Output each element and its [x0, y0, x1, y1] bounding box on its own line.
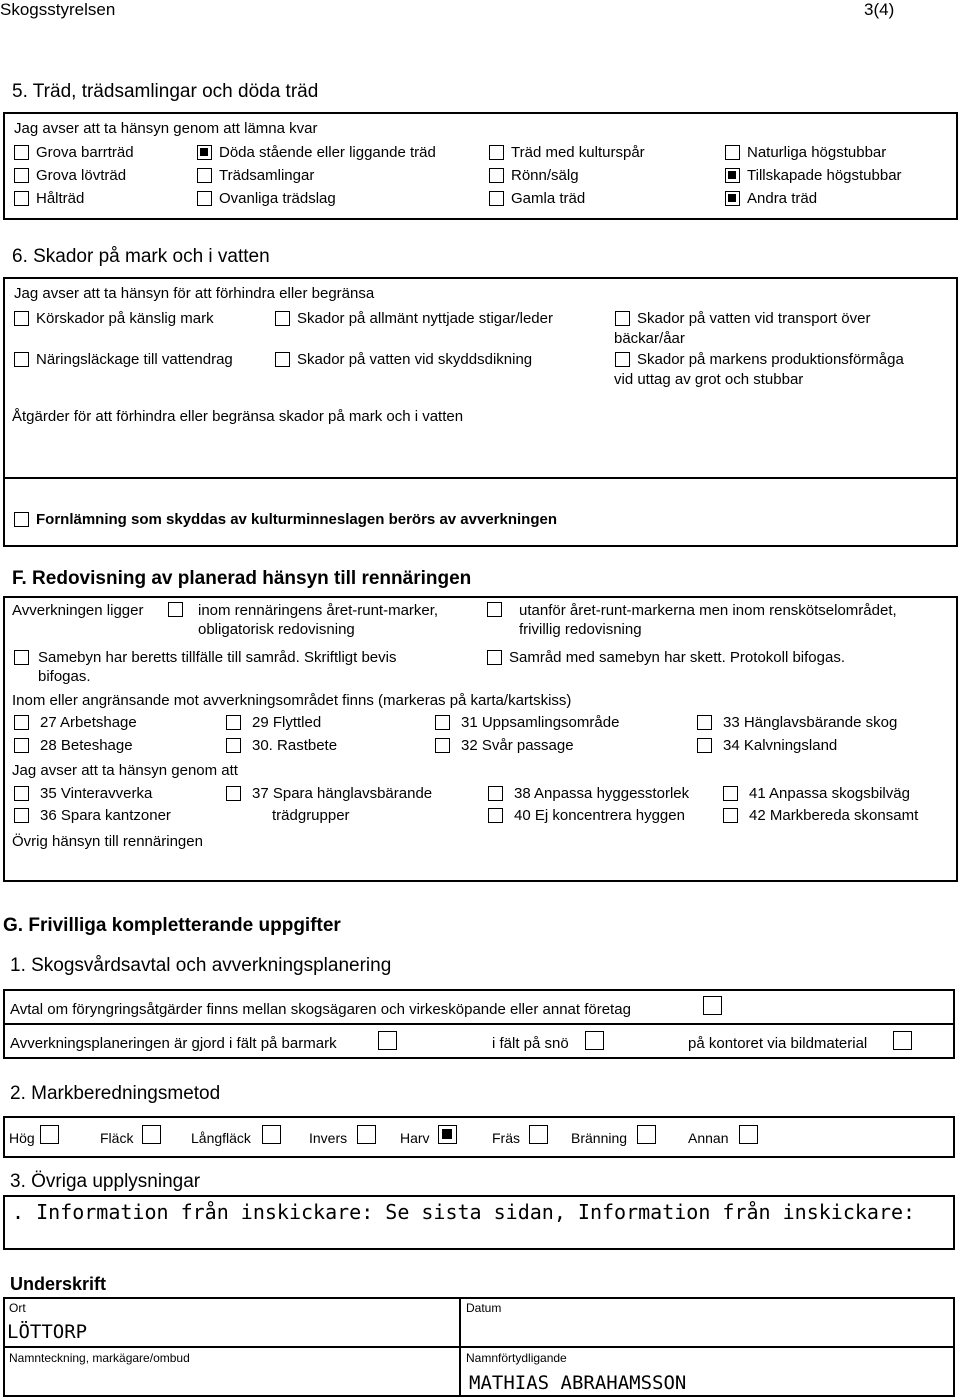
checkbox-action-35[interactable] — [14, 786, 29, 801]
namnteckning-label: Namnteckning, markägare/ombud — [9, 1351, 190, 1365]
method-annan-label: Annan — [688, 1130, 729, 1146]
checkbox-flack[interactable] — [142, 1125, 161, 1144]
label-inom-1: inom rennäringens året-runt-marker, — [198, 602, 439, 619]
checkbox-samebyn[interactable] — [14, 650, 29, 665]
label-area-34: 34 Kalvningsland — [723, 737, 838, 754]
namnfortydligande-value[interactable]: MATHIAS ABRAHAMSSON — [469, 1372, 687, 1394]
signature-vdivider — [459, 1297, 461, 1397]
method-flack-label: Fläck — [100, 1130, 134, 1146]
checkbox-inom-aret-runt[interactable] — [168, 602, 183, 617]
label-samebyn-1: Samebyn har beretts tillfälle till samråd. Skriftligt bevis — [38, 649, 397, 666]
measures-label: Åtgärder för att förhindra eller begränsa skador på mark och i vatten — [12, 408, 464, 425]
checkbox-area-31[interactable] — [435, 715, 450, 730]
hansyn-label: Jag avser att ta hänsyn genom att — [12, 762, 238, 779]
method-langflack-label: Långfläck — [191, 1130, 251, 1146]
namnfortydligande-label: Namnförtydligande — [466, 1351, 567, 1365]
checkbox-kontor[interactable] — [893, 1031, 912, 1050]
section-5-intro: Jag avser att ta hänsyn genom att lämna kvar — [14, 120, 318, 137]
checkbox-action-42[interactable] — [723, 808, 738, 823]
checkbox-haltrad[interactable] — [14, 191, 29, 206]
label-produktionsformaga-2: vid uttag av grot och stubbar — [614, 371, 804, 388]
label-tradsamlingar: Trädsamlingar — [219, 167, 315, 184]
checkbox-invers[interactable] — [357, 1125, 376, 1144]
signature-title: Underskrift — [10, 1274, 107, 1294]
label-tillskapade-hogstubbar: Tillskapade högstubbar — [747, 167, 902, 184]
ovrig-hansyn-label: Övrig hänsyn till rennäringen — [12, 833, 203, 850]
label-haltrad: Hålträd — [36, 190, 85, 207]
checkbox-action-38[interactable] — [488, 786, 503, 801]
checkbox-harv[interactable] — [438, 1125, 457, 1144]
method-fras-label: Fräs — [492, 1130, 520, 1146]
checkbox-barmark[interactable] — [378, 1031, 397, 1050]
label-area-28: 28 Beteshage — [40, 737, 133, 754]
label-action-40: 40 Ej koncentrera hyggen — [514, 807, 685, 824]
checkbox-hog[interactable] — [40, 1125, 59, 1144]
checkbox-area-34[interactable] — [697, 738, 712, 753]
label-skador-vatten-transport: Skador på vatten vid transport över — [637, 310, 871, 327]
checkbox-skyddsdikning[interactable] — [275, 352, 290, 367]
label-area-32: 32 Svår passage — [461, 737, 574, 754]
label-samebyn-2: bifogas. — [38, 668, 91, 685]
g-sub3-title: 3. Övriga upplysningar — [10, 1171, 201, 1192]
checkbox-trad-kulturspar[interactable] — [489, 145, 504, 160]
section-6-intro: Jag avser att ta hänsyn för att förhindra eller begränsa — [14, 285, 375, 302]
checkbox-branning[interactable] — [637, 1125, 656, 1144]
label-samrad: Samråd med samebyn har skett. Protokoll bifogas. — [509, 649, 845, 666]
checkbox-grova-barrtrad[interactable] — [14, 145, 29, 160]
label-trad-kulturspar: Träd med kulturspår — [511, 144, 645, 161]
label-skyddsdikning: Skador på vatten vid skyddsdikning — [297, 351, 533, 368]
label-ronn-salg: Rönn/sälg — [511, 167, 579, 184]
g-sub1-divider — [3, 1023, 955, 1025]
checkbox-andra-trad[interactable] — [725, 191, 740, 206]
checkbox-area-33[interactable] — [697, 715, 712, 730]
section-6-title: 6. Skador på mark och i vatten — [12, 246, 270, 267]
section-f-title: F. Redovisning av planerad hänsyn till rennäringen — [12, 568, 472, 589]
inom-angransande-label: Inom eller angränsande mot avverkningsområdet finns (markeras på karta/kartskiss) — [12, 692, 572, 709]
g-sub2-title: 2. Markberedningsmetod — [10, 1083, 221, 1104]
label-doda-trad: Döda stående eller liggande träd — [219, 144, 436, 161]
snow-label: i fält på snö — [492, 1035, 569, 1052]
method-invers-label: Invers — [309, 1130, 348, 1146]
ort-value[interactable]: LÖTTORP — [7, 1321, 88, 1343]
label-area-27: 27 Arbetshage — [40, 714, 137, 731]
label-action-37-2: trädgrupper — [272, 807, 350, 824]
checkbox-produktionsformaga[interactable] — [615, 352, 630, 367]
label-fornlamning: Fornlämning som skyddas av kulturminneslagen berörs av avverkningen — [36, 511, 558, 528]
label-action-36: 36 Spara kantzoner — [40, 807, 171, 824]
avtal-label: Avtal om föryngringsåtgärder finns mellan skogsägaren och virkesköpande eller annat företag — [10, 1001, 631, 1018]
checkbox-gamla-trad[interactable] — [489, 191, 504, 206]
checkbox-action-36[interactable] — [14, 808, 29, 823]
checkbox-ronn-salg[interactable] — [489, 168, 504, 183]
checkbox-sno[interactable] — [585, 1031, 604, 1050]
label-skador-stigar: Skador på allmänt nyttjade stigar/leder — [297, 310, 553, 327]
label-naturliga-hogstubbar: Naturliga högstubbar — [747, 144, 887, 161]
label-action-35: 35 Vinteravverka — [40, 785, 153, 802]
label-gamla-trad: Gamla träd — [511, 190, 586, 207]
label-korskador: Körskador på känslig mark — [36, 310, 214, 327]
label-area-29: 29 Flyttled — [252, 714, 322, 731]
checkbox-area-29[interactable] — [226, 715, 241, 730]
checkbox-utanfor-aret-runt[interactable] — [487, 602, 502, 617]
g-sub1-title: 1. Skogsvårdsavtal och avverkningsplanering — [10, 955, 392, 976]
label-grova-barrtrad: Grova barrträd — [36, 144, 134, 161]
checkbox-area-30[interactable] — [226, 738, 241, 753]
checkbox-fras[interactable] — [529, 1125, 548, 1144]
checkbox-langflack[interactable] — [262, 1125, 281, 1144]
divider — [3, 477, 958, 479]
checkbox-doda-trad[interactable] — [197, 145, 212, 160]
label-inom-2: obligatorisk redovisning — [198, 621, 355, 638]
kontor-label: på kontoret via bildmaterial — [688, 1035, 868, 1052]
checkbox-ovanliga-tradslag[interactable] — [197, 191, 212, 206]
org-name: Skogsstyrelsen — [0, 0, 116, 19]
checkbox-tradsamlingar[interactable] — [197, 168, 212, 183]
label-ovanliga-tradslag: Ovanliga trädslag — [219, 190, 336, 207]
checkbox-samrad[interactable] — [487, 650, 502, 665]
section-g-title: G. Frivilliga kompletterande uppgifter — [3, 915, 341, 936]
label-produktionsformaga: Skador på markens produktionsförmåga — [637, 351, 904, 368]
checkbox-korskador[interactable] — [14, 311, 29, 326]
section-5-title: 5. Träd, trädsamlingar och döda träd — [12, 81, 319, 102]
checkbox-naringslackage[interactable] — [14, 352, 29, 367]
checkbox-annan[interactable] — [739, 1125, 758, 1144]
avverkning-label: Avverkningen ligger — [12, 602, 144, 619]
method-hog-label: Hög — [9, 1130, 35, 1146]
checkbox-action-40[interactable] — [488, 808, 503, 823]
label-utanfor-1: utanför året-runt-markerna men inom renskötselområdet, — [519, 602, 897, 619]
method-branning-label: Bränning — [571, 1130, 628, 1146]
checkbox-area-28[interactable] — [14, 738, 29, 753]
label-action-38: 38 Anpassa hyggesstorlek — [514, 785, 690, 802]
label-action-42: 42 Markbereda skonsamt — [749, 807, 919, 824]
planering-label: Avverkningsplaneringen är gjord i fält på barmark — [10, 1035, 337, 1052]
label-grova-lovtrad: Grova lövträd — [36, 167, 127, 184]
checkbox-fornlamning[interactable] — [14, 512, 29, 527]
checkbox-skador-stigar[interactable] — [275, 311, 290, 326]
checkbox-grova-lovtrad[interactable] — [14, 168, 29, 183]
checkbox-action-41[interactable] — [723, 786, 738, 801]
label-naringslackage: Näringsläckage till vattendrag — [36, 351, 233, 368]
method-harv-label: Harv — [400, 1130, 430, 1146]
label-area-30: 30. Rastbete — [252, 737, 338, 754]
checkbox-avtal[interactable] — [703, 996, 722, 1015]
datum-label: Datum — [466, 1301, 502, 1315]
checkbox-action-37[interactable] — [226, 786, 241, 801]
label-utanfor-2: frivillig redovisning — [519, 621, 642, 638]
checkbox-area-27[interactable] — [14, 715, 29, 730]
label-skador-vatten-transport-2: bäckar/åar — [614, 330, 685, 347]
signature-divider — [3, 1346, 955, 1348]
ovriga-upplysningar-text: . Information från inskickare: Se sista sidan, Information från inskickare: — [12, 1200, 916, 1224]
ort-label: Ort — [9, 1301, 26, 1315]
label-andra-trad: Andra träd — [747, 190, 818, 207]
checkbox-tillskapade-hogstubbar[interactable] — [725, 168, 740, 183]
label-action-41: 41 Anpassa skogsbilväg — [749, 785, 910, 802]
page-number: 3(4) — [864, 0, 895, 19]
checkbox-skador-vatten-transport[interactable] — [615, 311, 630, 326]
label-area-33: 33 Hänglavsbärande skog — [723, 714, 898, 731]
checkbox-naturliga-hogstubbar[interactable] — [725, 145, 740, 160]
checkbox-area-32[interactable] — [435, 738, 450, 753]
label-area-31: 31 Uppsamlingsområde — [461, 714, 620, 731]
label-action-37: 37 Spara hänglavsbärande — [252, 785, 433, 802]
